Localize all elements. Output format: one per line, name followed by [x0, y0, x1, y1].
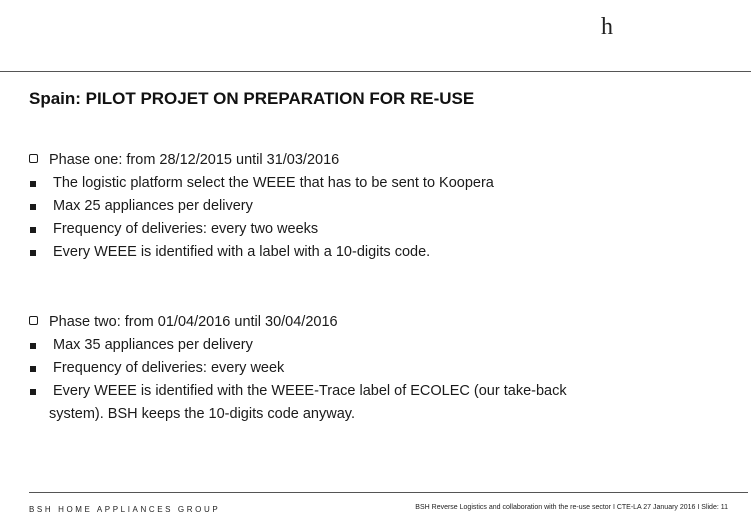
header-divider [0, 71, 751, 72]
bullet-text: Max 35 appliances per delivery [53, 337, 253, 353]
footer-slide-info: BSH Reverse Logistics and collaboration with the re-use sector I CTE-LA 27 January 2016 I Slide: 11 [415, 504, 728, 511]
phase-two-heading: Phase two: from 01/04/2016 until 30/04/2016 [49, 314, 338, 330]
footer-divider [29, 492, 748, 493]
square-bullet-icon [30, 204, 36, 210]
list-item [29, 357, 567, 380]
square-bullet-icon [30, 366, 36, 372]
square-bullet-icon [30, 389, 36, 395]
phase-one-heading: Phase one: from 28/12/2015 until 31/03/2016 [49, 152, 340, 168]
phase-two-heading-row [29, 311, 567, 334]
bullet-text: Max 25 appliances per delivery [53, 198, 253, 214]
list-item [29, 195, 494, 218]
bullet-text: Frequency of deliveries: every two weeks [53, 221, 319, 237]
footer-company-name: BSH HOME APPLIANCES GROUP [29, 505, 221, 514]
bullet-text: Every WEEE is identified with the WEEE-Trace label of ECOLEC (our take-back [53, 383, 567, 399]
list-item [29, 218, 494, 241]
square-bullet-icon [30, 250, 36, 256]
square-bullet-icon [30, 227, 36, 233]
slide-title: Spain: PILOT PROJET ON PREPARATION FOR RE-USE [29, 89, 475, 108]
list-item-continuation [29, 403, 567, 426]
square-bullet-icon [30, 343, 36, 349]
bullet-text-continued: system). BSH keeps the 10-digits code anyway. [49, 406, 355, 422]
bullet-text: Every WEEE is identified with a label with a 10-digits code. [53, 244, 431, 260]
phase-one-heading-row [29, 149, 494, 172]
phase-two-section [29, 311, 567, 426]
phase-one-section [29, 149, 494, 264]
list-item [29, 241, 494, 264]
company-logo: h [601, 14, 613, 40]
checkbox-bullet-icon [29, 316, 38, 325]
bullet-text: The logistic platform select the WEEE that has to be sent to Koopera [53, 175, 494, 191]
list-item [29, 172, 494, 195]
bullet-text: Frequency of deliveries: every week [53, 360, 285, 376]
list-item [29, 334, 567, 357]
checkbox-bullet-icon [29, 154, 38, 163]
list-item [29, 380, 567, 403]
square-bullet-icon [30, 181, 36, 187]
